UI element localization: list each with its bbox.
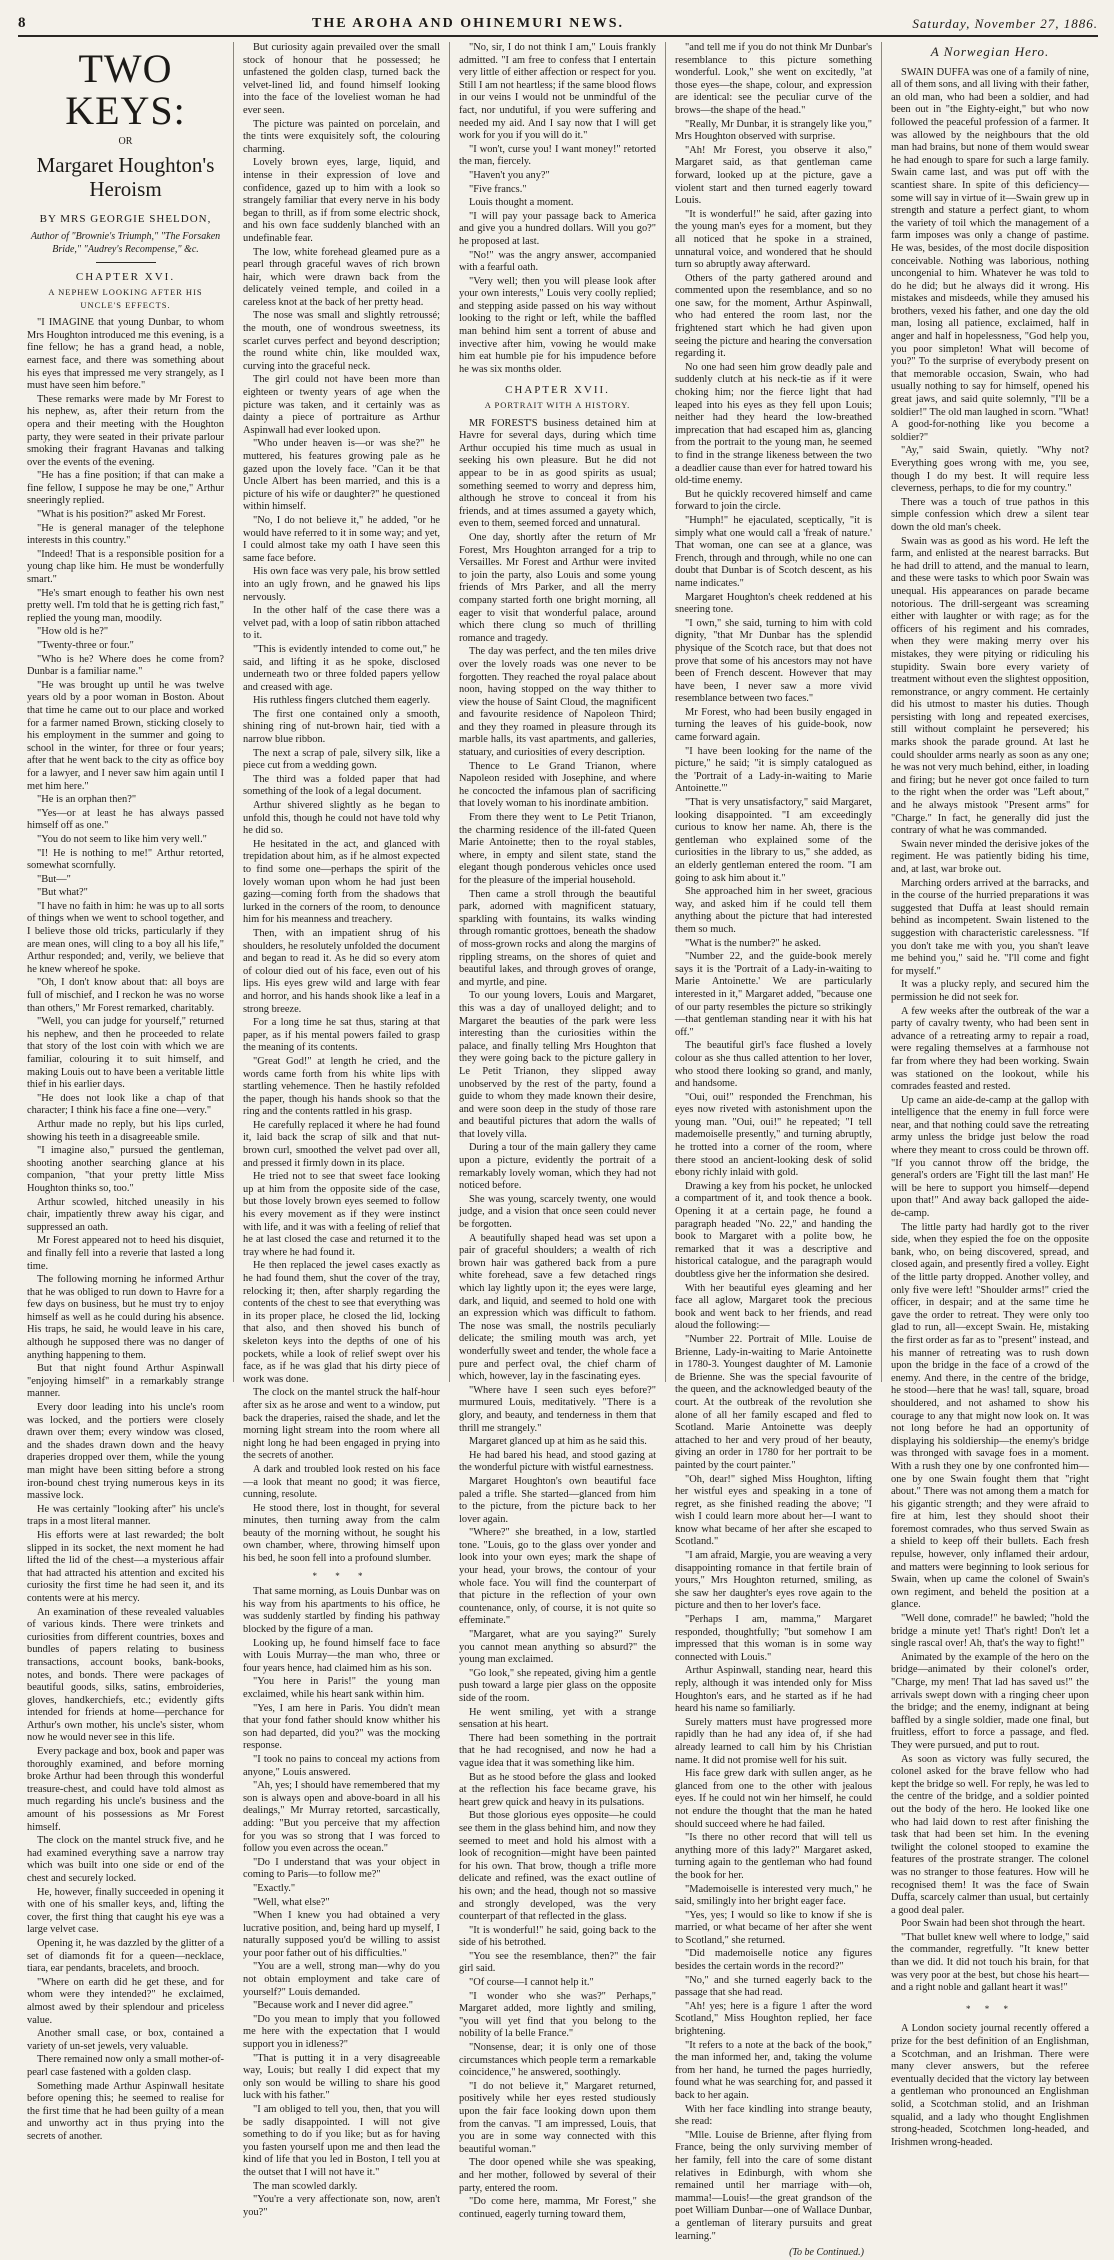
paragraph: "Mademoiselle is interested very much," he said, smilingly into her bright eager face. xyxy=(675,1883,872,1908)
author-note: Author of "Brownie's Triumph," "The Forsaken Bride," "Audrey's Recompense," &c. xyxy=(30,231,221,255)
column-2 xyxy=(234,42,450,2218)
paragraph: "It refers to a note at the back of the book," the man informed her, and, taking the volume from her hand, he turned the pages hurriedly, found what he was searching for, and passed it back to her again. xyxy=(675,2039,872,2101)
serial-author: BY MRS GEORGIE SHELDON, xyxy=(39,212,212,225)
paragraph: With her face kindling into strange beauty, she read: xyxy=(675,2103,872,2128)
paragraph: One day, shortly after the return of Mr Forest, Mrs Houghton arranged for a trip to Versailles. Mr Forest and Arthur were invited to join the party, also Louis and some young friends of Mrs Parker, and all the merry company started forth one bright morning, all eager to visit that wonderful palace, around which there clung so much of thrilling romance and tragedy. xyxy=(459,531,656,644)
paragraph: The day was perfect, and the ten miles drive over the lovely roads was one never to be forgotten. They reached the royal palace about noon, having stopped on the way thither to view the house of Saint Cloud, the magnificent and favourite residence of Napoleon Third; and they they roamed in pleasure through its marble halls, its vast apartments, and galleries, statuary, and curiosities of every description. xyxy=(459,646,656,759)
paragraph: A London society journal recently offered a prize for the best definition of an Englishman, a Scotchman, and an Irishman. There were many clever answers, but the referee eventually decided that the victory lay between a gentleman who pronounced an Englishman solid, a Scotchman stolid, and an Irishman squalid, and a lady who thought Englishmen strong-headed, Scotchmen long-headed, and Irishmen wrong-headed. xyxy=(891,2023,1089,2148)
paragraph: "No," and she turned eagerly back to the passage that she had read. xyxy=(675,1974,872,1999)
paragraph: "I IMAGINE that young Dunbar, to whom Mrs Houghton introduced me this evening, is a fine fellow; he has a grand head, a noble, earnest face, and there was something about his eyes that impressed me very strangely, as I must have seen him before." xyxy=(27,317,224,392)
paragraph: Margaret Houghton's own beautiful face paled a trifle. She started—glanced from him to the picture, from the picture back to her lover again. xyxy=(459,1475,656,1525)
paragraph: Then, with an impatient shrug of his shoulders, he resolutely unfolded the document and began to read it. As he did so every atom of colour died out of his face, even out of his lips. His eyes grew wild and large with fear and horror, and his hands shook like a leaf in a strong breeze. xyxy=(243,927,440,1015)
paragraph: "Did mademoiselle notice any figures besides the certain words in the record?" xyxy=(675,1948,872,1973)
paragraph: "Twenty-three or four." xyxy=(37,640,134,651)
paragraph: "Haven't you any?" xyxy=(469,169,550,181)
paragraph: "Well, what else?" xyxy=(253,1896,330,1908)
paragraph: He carefully replaced it where he had found it, laid back the scrap of silk and that nut-brown curl, smoothed the velvet pad over all, and pressed it firmly down in its place. xyxy=(243,1119,440,1169)
paragraph: "That is putting it in a very disagreeable way, Louis; but really I did expect that my only son would be willing to share his good luck with his father." xyxy=(243,2052,440,2102)
paragraph: Surely matters must have progressed more rapidly than he had any idea of, if she had already learned to call him by his Christian name. It did not promise well for his suit. xyxy=(675,1716,872,1766)
paragraph: "That is very unsatisfactory," said Margaret, looking disappointed. "I am exceedingly curious to know her name. Ah, there is the gentleman who explained some of the curiosities in the library to us," she added, as an elderly gentleman entered the room. "I am going to ask him about it." xyxy=(675,797,872,884)
paragraph: The third was a folded paper that had something of the look of a legal document. xyxy=(243,773,440,798)
paragraph: The man scowled darkly. xyxy=(253,2180,358,2192)
paragraph: The picture was painted on porcelain, and the tints were exquisitely soft, the colouring charming. xyxy=(243,118,440,155)
column-5 xyxy=(882,42,1098,2148)
column-3 xyxy=(450,42,666,2220)
paragraph: "I have been looking for the name of the picture," he said; "it is simply catalogued as the 'Portrait of a Lady-in-waiting to Marie Antoinette.'" xyxy=(675,745,872,795)
paragraph: "I wonder who she was?" Perhaps," Margaret added, more lightly and smiling, "you will yet find that you belong to the nobility of la belle France." xyxy=(459,1990,656,2040)
paragraph: It was a plucky reply, and secured him the permission he did not seek for. xyxy=(891,979,1089,1003)
paragraph: The next a scrap of pale, silvery silk, like a piece cut from a wedding gown. xyxy=(243,747,440,772)
paragraph: "Yes, I am here in Paris. You didn't mean that your fond father should know whither his son had departed, did you?" was the mocking response. xyxy=(243,1702,440,1752)
divider xyxy=(96,262,156,263)
paragraph: "Nonsense, dear; it is only one of those circumstances which people term a remarkable coincidence," he answered, soothingly. xyxy=(459,2042,656,2079)
paragraph: "Yes, yes; I would so like to know if she is married, or what became of her after she went to Scotland," she returned. xyxy=(675,1909,872,1946)
paragraph: The low, white forehead gleamed pure as a pearl through graceful waves of rich brown hair, which were drawn back from the delicately veined temple, and coiled in a careless knot at the back of her pretty head. xyxy=(243,246,440,308)
paragraph: He was certainly "looking after" his uncle's traps in a most literal manner. xyxy=(27,1503,224,1528)
paragraph: Thence to Le Grand Trianon, where Napoleon resided with Josephine, and where he concocted the infamous plan of sacrificing that lovely woman to his inordinate ambition. xyxy=(459,760,656,810)
paragraph: Arthur scowled, hitched uneasily in his chair, impatiently threw away his cigar, and suppressed an oath. xyxy=(27,1196,224,1233)
paragraph: Arthur shivered slightly as he began to unfold this, though he could not have told why he did so. xyxy=(243,800,440,837)
paragraph: "Five francs." xyxy=(469,183,527,195)
paragraph: "I took no pains to conceal my actions from anyone," Louis answered. xyxy=(243,1753,440,1778)
paragraph: "Number 22, and the guide-book merely says it is the 'Portrait of a Lady-in-waiting to Marie Antoinette.' We are particularly interested in it," Margaret added, "because one of our party resembles the picture so strikingly—that gentleman standing near it with his hat off." xyxy=(675,951,872,1038)
paragraph: "This is evidently intended to come out," he said, and lifting it as he spoke, disclosed underneath two or three folded papers yellow and creased with age. xyxy=(243,643,440,693)
paragraph: The beautiful girl's face flushed a lovely colour as she thus called attention to her lover, who stood there looking so grand, and manly, and handsome. xyxy=(675,1040,872,1090)
paragraph: The door opened while she was speaking, and her mother, followed by several of their party, entered the room. xyxy=(459,2157,656,2194)
paragraph: Mr Forest appeared not to heed his disquiet, and finally fell into a reverie that lasted a long time. xyxy=(27,1235,224,1272)
paragraph: MR FOREST'S business detained him at Havre for several days, during which time Arthur occupied his time much as usual in seeking his own pleasure. But he did not appear to be in as good spirits as usual; something seemed to worry and depress him, although he strove to conceal it from his friends, and at times assumed a gayety which, even to them, seemed forced and unnatural. xyxy=(459,417,656,530)
paragraph: "Is there no other record that will tell us anything more of this lady?" Margaret asked, turning again to the gentleman who had found the book for her. xyxy=(675,1832,872,1881)
chapter-heading: CHAPTER XVI. xyxy=(75,271,176,284)
paragraph: The following morning he informed Arthur that he was obliged to run down to Havre for a few days on business, but he must try to enjoy himself as well as he could during his absence. His traps, he said, he would leave in his care, although he supposed there was no danger of anything happening to them. xyxy=(27,1274,224,1361)
paragraph: Every door leading into his uncle's room was locked, and the portiers were closely drawn over them; every window was closed, and the shades drawn down and the heavy draperies dropped over them, while the young man might have been sitting before a strong iron-bound chest trying numerous keys in its massive lock. xyxy=(27,1402,224,1502)
paragraph: "How old is he?" xyxy=(37,626,109,638)
serial-subtitle: Margaret Houghton's Heroism xyxy=(36,152,215,201)
paragraph: "I won't, curse you! I want money!" retorted the man, fiercely. xyxy=(459,143,656,168)
paragraph: "Where have I seen such eyes before?" murmured Louis, meditatively. "There is a glory, and beauty, and tenderness in them that thrill me strangely." xyxy=(459,1384,656,1434)
paragraph: "Great God!" at length he cried, and the words came forth from his white lips with startling vehemence. Then he hastily refolded the paper, though his hands shook so that the ring and the contents rattled in his grasp. xyxy=(243,1055,440,1118)
paragraph: The clock on the mantel struck five, and he had examined everything save a narrow tray which was built into one side or end of the chest and securely locked. xyxy=(27,1835,224,1884)
paragraph: "Of course—I cannot help it." xyxy=(469,1977,594,1989)
paragraph: "Because work and I never did agree." xyxy=(253,2000,413,2012)
paragraph: For a long time he sat thus, staring at that paper, as if his mental powers failed to grasp the meaning of its contents. xyxy=(243,1017,440,1054)
paragraph: A few weeks after the outbreak of the war a party of cavalry twenty, who had been sent in advance of a retreating army to repair a road, were regaling themselves at a farmhouse not far from where they had been working. Swain was stationed on the lookout, while his comrades feasted and rested. xyxy=(891,1005,1089,1093)
paragraph: "Ah! Mr Forest, you observe it also," Margaret said, as that gentleman came forward, looked up at the picture, gave a violent start and then turned eagerly toward Louis. xyxy=(675,144,872,207)
paragraph: "But—" xyxy=(37,873,71,885)
paragraph: The first one contained only a smooth, shining ring of nut-brown hair, tied with a narrow blue ribbon. xyxy=(243,708,440,746)
paragraph: "Oui, oui!" responded the Frenchman, his eyes now riveted with astonishment upon the young man. "Oui, oui!" he repeated; "I tell mademoiselle presently," and turning abruptly, he trotted into a corner of the room, where there stood an ancient-looking desk of solid ebony richly inlaid with gold. xyxy=(675,1091,872,1179)
paragraph: That same morning, as Louis Dunbar was on his way from his apartments to his office, he was suddenly startled by finding his pathway blocked by the figure of a man. xyxy=(243,1586,440,1636)
paragraph: "Go look," she repeated, giving him a gentle push toward a large pier glass on the opposite side of the room. xyxy=(459,1667,656,1704)
paragraph: "I do not believe it," Margaret returned, positively while her eyes rested studiously upon the fair face looking down upon them from the canvas. "I am impressed, Louis, that you are in some way connected with this beautiful woman." xyxy=(459,2080,656,2155)
paragraph: "You're a very affectionate son, now, aren't you?" xyxy=(243,2194,440,2218)
paragraph: "I imagine also," pursued the gentleman, shooting another searching glance at his companion, "that your pretty little Miss Houghton thinks so, too." xyxy=(27,1145,224,1194)
paragraph: "You see the resemblance, then?" the fair girl said. xyxy=(459,1950,656,1975)
paragraph: An examination of these revealed valuables of various kinds. There were trinkets and curiosities from different countries, boxes and bundles of papers relating to business transactions, account books, bank-books, notes, and bonds. There were packages of beautiful goods, silks, satins, embroideries, gloves, handkerchiefs, etc.; evidently gifts intended for friends at home—perchance for Arthur's own mother, his uncle's sister, whom now he would never see in this life. xyxy=(27,1606,224,1744)
paragraph: "What is his position?" asked Mr Forest. xyxy=(37,509,206,521)
paragraph: But those glorious eyes opposite—he could see them in the glass behind him, and now they seemed to meet and hold his almost with a look of recognition—might have been painted for his own. That brow, though a trifle more delicate and refined, was the exact outline of his own; and the head, though not so massive and strongly developed, was the very counterpart of that reflected in the glass. xyxy=(459,1810,656,1923)
masthead xyxy=(18,8,1098,37)
paragraph: "He's smart enough to feather his own nest pretty well. I'm told that he is getting rich fast," replied the young man, moodily. xyxy=(27,587,224,624)
chapter-subtitle: A NEPHEW LOOKING AFTER HIS UNCLE'S EFFECTS. xyxy=(48,286,203,310)
paragraph: Margaret glanced up at him as he said this. xyxy=(469,1436,647,1448)
serial-title: TWO KEYS: xyxy=(65,46,186,133)
paragraph: "I have no faith in him: he was up to all sorts of things when we went to school together, and I believe those old tricks, particularly if they are mean ones, will cling to a boy all his life," Arthur responded; and, verily, we believe that he knew whereof he spoke. xyxy=(27,900,224,975)
paragraph: Something made Arthur Aspinwall hesitate before opening this; he seemed to realise for the first time that he had been guilty of a mean and unworthy act in thus prying into the secrets of another. xyxy=(27,2080,224,2142)
column-4-body xyxy=(675,42,872,2243)
paragraph: In the other half of the case there was a velvet pad, with a loop of satin ribbon attached to it. xyxy=(243,605,440,642)
paragraph: Marching orders arrived at the barracks, and in the course of the hurried preparations it was suggested that Duffa at least should remain behind as incompetent. Swain listened to the suggestion with characteristic carelessness. "If you don't take me with you, you shan't leave me behind you," said he. "I'll come and fight for myself." xyxy=(891,877,1089,977)
paragraph: "Yes—or at least he has always passed himself off as one." xyxy=(27,807,224,832)
paragraph: But curiosity again prevailed over the small stock of honour that he possessed; he unfastened the golden clasp, turned back the velvet-lined lid, and found himself looking into the face of the loveliest woman he had ever seen. xyxy=(243,42,440,116)
paragraph: But that night found Arthur Aspinwall "enjoying himself" in a remarkably strange manner. xyxy=(27,1363,224,1400)
paragraph: With her beautiful eyes gleaming and her face all aglow, Margaret took the precious book and went back to her friends, and read aloud the following:— xyxy=(675,1282,872,1332)
paragraph: Arthur Aspinwall, standing near, heard this reply, although it was intended only for Miss Houghton's ears, and he started as if he had heard his name so familiarly. xyxy=(675,1665,872,1715)
paragraph: "He is an orphan then?" xyxy=(37,794,137,806)
column-1 xyxy=(18,42,234,2142)
paragraph: His ruthless fingers clutched them eagerly. xyxy=(253,695,431,707)
paragraph: His face grew dark with sullen anger, as he glanced from one to the other with jealous eyes. If he could not win her himself, he could not endure the thought that the man he hated should succeed where he had failed. xyxy=(675,1768,872,1830)
paragraph: "I am obliged to tell you, then, that you will be sadly disappointed. I will not give something to do if you like; but as for having you fasten yourself upon me and then lead the kind of life that you led in Boston, I tell you at the outset that I will not have it." xyxy=(243,2104,440,2178)
article-title: A Norwegian Hero. xyxy=(930,44,1050,59)
ornament-divider: * * * xyxy=(966,2003,1014,2014)
chapter-subtitle: A PORTRAIT WITH A HISTORY. xyxy=(484,400,631,411)
page-number: 8 xyxy=(18,15,27,31)
paragraph: Arthur made no reply, but his lips curled, showing his teeth in a disagreeable smile. xyxy=(27,1118,224,1143)
paragraph: From there they went to Le Petit Trianon, the charming residence of the ill-fated Queen Marie Antoinette; then to the royal stables, where, in empty and silent state, stand the elegant though ponderous vehicles once used for the pleasure of the imperial household. xyxy=(459,812,656,886)
paragraph: "Number 22. Portrait of Mlle. Louise de Brienne, Lady-in-waiting to Marie Antoinette in 1780-3. Youngest daughter of M. Lamonie de Brienne. She was the special favourite of the queen, and the acknowledged beauty of the court. At the outbreak of the revolution she alone of all her family escaped and fled to Scotland. Marie Antoinette was deeply attached to her and very proud of her beauty, giving an order in 1780 for her portrait to be painted by the court painter." xyxy=(675,1333,872,1471)
paragraph: He tried not to see that sweet face looking up at him from the opposite side of the case, but those lovely brown eyes seemed to follow his every movement as if they were instinct with life, and it was with a feeling of relief that he at last closed the case and returned it to the tray where he had found it. xyxy=(243,1171,440,1258)
paragraph: "I will pay your passage back to America and give you a hundred dollars. Will you go?" he proposed at last. xyxy=(459,210,656,247)
paragraph: As soon as victory was fully secured, the colonel asked for the brave fellow who had kept the bridge so well. For reply, he was led to the centre of the bridge, and a soldier pointed out the body of the hero. He looked like one who had laid down to rest after finishing the task that had been set him. In the evening twilight the colonel stooped to examine the features of the prostrate stranger. The colonel was no stranger to those features. How will he recognised them! It was the face of Swain Duffa, scarcely calmer than usual, but certainly a good deal paler. xyxy=(891,1753,1089,1916)
paragraph: "I! He is nothing to me!" Arthur retorted, somewhat scornfully. xyxy=(27,847,224,872)
paragraph: "No, I do not believe it," he added, "or he would have referred to it in some way; and yet, I could almost take my oath I have seen this same face before. xyxy=(243,514,440,564)
paragraph: Poor Swain had been shot through the heart. xyxy=(901,1918,1086,1930)
paragraph: During a tour of the main gallery they came upon a picture, evidently the portrait of a remarkably lovely woman, which they had not noticed before. xyxy=(459,1142,656,1192)
paragraph: "Who under heaven is—or was she?" he muttered, his features growing pale as he gazed upon the lovely face. "Can it be that Uncle Albert has been married, and this is a picture of his wife or daughter?" he questioned within himself. xyxy=(243,438,440,513)
paragraph: The girl could not have been more than eighteen or twenty years of age when the picture was taken, and it certainly was as dainty a piece of portraiture as Arthur Aspinwall had ever looked upon. xyxy=(243,374,440,436)
paragraph: He had bared his head, and stood gazing at the wonderful picture with wistful earnestness. xyxy=(459,1449,656,1474)
paragraph: "Ay," said Swain, quietly. "Why not? Everything goes wrong with me, you see, though I do my best. It will require less cleverness, perhaps, to die for my country." xyxy=(891,445,1089,495)
paragraph: "Where?" she breathed, in a low, startled tone. "Louis, go to the glass over yonder and look into your own eyes; mark the shape of your head, your brows, the contour of your whole face. You will find the counterpart of that picture in the reflection of your own countenance, only, of course, it is not quite so effeminate." xyxy=(459,1527,656,1627)
paragraph: The little party had hardly got to the river side, when they espied the foe on the opposite bank, who, on being discovered, spread, and closed again, and presently fired a volley. Eight of the little party dropped. Another volley, and only five were left! "Shoulder arms!" cried the officer, in despair; and at the same time he gave the order to retreat. They were only too glad to run, all—except Swain. He, mistaking the first order as far as to "present" instead, and his manner of retreating was to rush down upon the bridge in the face of a crowd of the enemy. And there, in the centre of the bridge, he stood—here that he was! tall, square, broad shouldered, and not ashamed to show his courage to any that might now look on. It was not long before he had an opportunity of displaying his soldiership—the enemy's bridge was thronged with savage foes in a moment. With a rush they one by one confronted him—one by one Swain fought them that "right about." There was not among them a match for his gigantic strength; and they were afraid to fire at him, lest they should shoot their foremost comrades, who thus served Swain as a shield to keep off their bullets. Each fresh repulse, however, only inflamed their ardour, and matters were beginning to look serious for Swain, when up came the colonel of Swain's own regiment, and beheld the position at a glance. xyxy=(891,1221,1089,1611)
paragraph: To our young lovers, Louis and Margaret, this was a day of unalloyed delight; and to Margaret the beauties of the park were less interesting than the curiosities within the palace, and finally telling Mrs Houghton that they were going back to the picture gallery in Le Petit Trianon, they slipped away unobserved by the rest of the party, found a guide to whom they made known their desire, and were soon deep in the study of those rare and beautiful pictures that adorn the walls of that lovely villa. xyxy=(459,990,656,1140)
paragraph: "Who is he? Where does he come from? Dunbar is a familiar name." xyxy=(27,653,224,678)
paragraph: "Well, you can judge for yourself," returned his nephew, and then he proceeded to relate that story of the lost coin with which we are familiar, colouring it to suit himself, and making Louis out to have been a veritable little thief in his earlier days. xyxy=(27,1016,224,1091)
column-3-body xyxy=(459,42,656,2221)
paragraph: Louis thought a moment. xyxy=(469,197,574,209)
paragraph: He, however, finally succeeded in opening it with one of his smaller keys, and, lifting the cover, the first thing that caught his eye was a large velvet case. xyxy=(27,1886,224,1936)
paragraph: His own face was very pale, his brow settled into an ugly frown, and he gnawed his lips nervously. xyxy=(243,566,440,603)
paragraph: Animated by the example of the hero on the bridge—animated by their colonel's order, "Charge, my men! That lad has saved us!" the arrivals swept down with a ringing cheer upon the bridge; and the enemy, indignant at being baffled by a single soldier, made one final, but fruitless, effort to force a passage, and fled. They were pursued, and put to rout. xyxy=(891,1651,1089,1751)
paragraph: There was a touch of true pathos in this simple confession which drew a silent tear down the old man's cheek. xyxy=(891,496,1089,533)
paragraph: "That bullet knew well where to lodge," said the commander, regretfully. "It knew better than we did. It did not touch his brain, for that was very poor at the best, but chose his heart—and a right noble and gallant heart it was!" xyxy=(891,1931,1089,1994)
column-1-body xyxy=(27,317,224,2143)
paragraph: Drawing a key from his pocket, he unlocked a compartment of it, and took thence a book. Opening it at a certain page, he found a paragraph headed "No. 22," and handing the book to Margaret with a polite bow, he remarked that it was a descriptive and historical catalogue, and the paragraph would doubtless give her the information she desired. xyxy=(675,1180,872,1280)
paragraph: He stood there, lost in thought, for several minutes, then turning away from the calm beauty of the morning without, he sought his own chamber, where, throwing himself upon his bed, he soon fell into a profound slumber. xyxy=(243,1502,440,1565)
paragraph: "He has a fine position; if that can make a fine fellow, I suppose he may be one," Arthur sneeringly replied. xyxy=(27,470,224,507)
paragraph: The nose was small and slightly retroussé; the mouth, one of wondrous sweetness, its scarlet curves perfect and beyond description; the round white chin, like moulded wax, curving into the graceful neck. xyxy=(243,310,440,372)
paragraph: Swain never minded the derisive jokes of the regiment. He was patiently biding his time, and, at last, war broke out. xyxy=(891,838,1089,875)
paragraph: "and tell me if you do not think Mr Dunbar's resemblance to this picture something wonderful. Look," she went on excitedly, "at those eyes—the shape, colour, and expression are identical: see the peculiar curve of the brows—the shape of the head." xyxy=(675,42,872,116)
paragraph: There had been something in the portrait that he had recognised, and now he had a vague idea that it was something like him. xyxy=(459,1732,656,1769)
paragraph: But as he stood before the glass and looked at the reflection his face became grave, his heart grew quick and heavy in its pulsations. xyxy=(459,1771,656,1808)
paragraph: "Humph!" he ejaculated, sceptically, "it is simply what one would call a 'freak of nature.' That woman, one can see at a glance, was French, through and through, while no one can doubt that Dunbar is of Scotch descent, as his name indicates." xyxy=(675,514,872,589)
paragraph: "It is wonderful!" he said, going back to the side of his betrothed. xyxy=(459,1924,656,1949)
paragraph: "Oh, dear!" sighed Miss Houghton, lifting her wistful eyes and speaking in a tone of regret, as she finished reading the above; "I wish I could learn more about her—I want to know what became of her after she escaped to Scotland." xyxy=(675,1473,872,1548)
paragraph: "When I knew you had obtained a very lucrative position, and, being hard up myself, I naturally supposed you'd be willing to assist your poor father out of his difficulties." xyxy=(243,1910,440,1959)
paragraph: "I own," she said, turning to him with cold dignity, "that Mr Dunbar has the splendid physique of the Scotch race, but that does not prove that some of his ancestors may not have been of French descent. However that may have been, I never saw a more vivid resemblance between two faces." xyxy=(675,617,872,705)
paragraph: Then came a stroll through the beautiful park, adorned with magnificent statuary, sparkling with fountains, its walks winding through romantic grottoes, beneath the shadow of moss-grown rocks and along the margins of rippling streams, on the shores of quiet and beautiful lakes, and through groves of orange, and myrtle, and pine. xyxy=(459,888,656,988)
paragraph: She was young, scarcely twenty, one would judge, and a vision that once seen could never be forgotten. xyxy=(459,1193,656,1231)
paragraph: "You are a well, strong man—why do you not obtain employment and take care of yourself?" Louis demanded. xyxy=(243,1961,440,1998)
paragraph: "Perhaps I am, mamma," Margaret responded, thoughtfully; "but somehow I am impressed that this woman is in some way connected with Louis." xyxy=(675,1614,872,1663)
paragraph: "Very well; then you will please look after your own interests," Louis very coolly replied; and stepping aside passed on his way without looking to the right or left, while the baffled man behind him sent a torrent of abuse and invective after him, vowing he would make him eat humble pie for his impudence before he was six months older. xyxy=(459,275,656,375)
column-2-body xyxy=(243,42,440,2219)
paragraph: But he quickly recovered himself and came forward to join the circle. xyxy=(675,488,872,513)
paragraph: No one had seen him grow deadly pale and suddenly clutch at his neck-tie as if it were choking him; nor the fierce light that had leaped into his eyes as they fell upon Louis; neither had they heard the low-breathed imprecation that had escaped him as, glancing from the portrait to the young man, he seemed to find in the strange likeness between the two a deadlier cause than ever for hatred toward his old-time enemy. xyxy=(675,361,872,487)
paragraph: Up came an aide-de-camp at the gallop with intelligence that the enemy in full force were near, and that nothing could save the retreating army unless the bridge just below the road where they meant to cross could be thrown off. "If you cannot throw off the bridge, the general's orders are 'Fight till the last man!' He will be here to support you himself—depend upon that!" And away back galloped the aide-de-camp. xyxy=(891,1094,1089,1220)
serial-or: OR xyxy=(118,136,133,147)
paragraph: Others of the party gathered around and commented upon the resemblance, and so no one saw, for the moment, Arthur Aspinwall, who had entered the room last, nor the frightened start which he had given upon seeing the picture and hearing the conversation regarding it. xyxy=(675,272,872,360)
paragraph: "You here in Paris!" the young man exclaimed, while his heart sank within him. xyxy=(243,1676,440,1700)
paragraph: Mr Forest, who had been busily engaged in turning the leaves of his guide-book, now came forward again. xyxy=(675,706,872,744)
paragraph: "Ah, yes; I should have remembered that my son is always open and above-board in all his dealings," Mr Murray retorted, sarcastically, adding: "But you perceive that my affection for you was so strong that I was forced to follow you even across the ocean." xyxy=(243,1780,440,1855)
paragraph: He hesitated in the act, and glanced with trepidation about him, as if he almost expected to find some one—perhaps the spirit of the lovely woman upon whom he had just been gazing—coming forth from the shadows that lurked in the corners of the room, to denounce him for his meanness and treachery. xyxy=(243,838,440,926)
paragraph: "Oh, I don't know about that: all boys are full of mischief, and I reckon he was no worse than others," Mr Forest remarked, charitably. xyxy=(27,977,224,1014)
paragraph: "Mlle. Louise de Brienne, after flying from France, being the only surviving member of her family, fell into the care of some distant relatives in Edinburgh, with whom she remained until her marriage with—oh, mamma!—Louis!—the great grandson of the poet William Dunbar—one of Wallace Dunbar, a gentleman of literary pursuits and great learning." xyxy=(675,2129,872,2242)
paragraph: Opening it, he was dazzled by the glitter of a set of diamonds fit for a queen—necklace, tiara, ear pendants, bracelets, and brooch. xyxy=(27,1937,224,1975)
paragraph: A beautifully shaped head was set upon a pair of graceful shoulders; a wealth of rich brown hair was gathered back from a pure white forehead, save a few detached rings which lay lightly upon it; the eyes were large, dark, and liquid, and seemed to hold one with an expression which was difficult to fathom. The nose was small, the nostrils peculiarly delicate; the smiling mouth was arch, yet wonderfully sweet and tender, the whole face a pure and perfect oval, the chief charm of which, however, lay in the fascinating eyes. xyxy=(459,1232,656,1383)
paragraph: "Really, Mr Dunbar, it is strangely like you," Mrs Houghton observed with surprise. xyxy=(675,118,872,143)
paragraph: "It is wonderful!" he said, after gazing into the young man's eyes for a moment, but they all noticed that he spoke in a strained, unnatural voice, and wondered that he should turn so abruptly away afterward. xyxy=(675,208,872,271)
paragraph: She approached him in her sweet, gracious way, and asked him if he could tell them anything about the picture that had interested them so much. xyxy=(675,886,872,935)
paragraph: "I am afraid, Margie, you are weaving a very disappointing romance in that fertile brain of yours," Mrs Houghton returned, smiling, as she saw her daughter's eyes rove again to the picture and then to her lover's face. xyxy=(675,1550,872,1612)
to-be-continued: (To be Continued.) xyxy=(789,2247,864,2259)
chapter-heading: CHAPTER XVII. xyxy=(505,384,610,397)
paragraph: "But what?" xyxy=(37,887,88,899)
paragraph: Every package and box, book and paper was thoroughly examined, and before morning broke Arthur had been through this wonderful treasure-chest, and could have told almost as much regarding his uncle's business and the amount of his possessions as Mr Forest himself. xyxy=(27,1746,224,1833)
paragraph: "Margaret, what are you saying?" Surely you cannot mean anything so absurd?" the young man exclaimed. xyxy=(459,1629,656,1666)
paragraph: "He is general manager of the telephone interests in this country." xyxy=(27,522,224,547)
paper-name: THE AROHA AND OHINEMURI NEWS. xyxy=(312,16,624,31)
paragraph: "He does not look like a chap of that character; I think his face a fine one—very." xyxy=(27,1092,224,1117)
paragraph: "Do you mean to imply that you followed me here with the expectation that I would support you in idleness?" xyxy=(243,2013,440,2051)
paragraph: These remarks were made by Mr Forest to his nephew, as, after their return from the opera and their meeting with the Houghton party, they were seated in their private parlour smoking their fragrant Havanas and talking over the events of the evening. xyxy=(27,393,224,468)
paragraph: "Do I understand that was your object in coming to Paris—to follow me?" xyxy=(243,1856,440,1881)
column-4 xyxy=(666,42,882,2259)
paragraph: The clock on the mantel struck the half-hour after six as he arose and went to a window, put back the draperies, raised the shade, and let the morning light stream into the room where all night long he had been engaged in prying into the secrets of another. xyxy=(243,1387,440,1462)
paragraph: There remained now only a small mother-of-pearl case fastened with a golden clasp. xyxy=(27,2054,224,2078)
column-5-body xyxy=(891,67,1089,2150)
paragraph: SWAIN DUFFA was one of a family of nine, all of them sons, and all living with their father, an old man, who had been a soldier, and had been out in "the Eighty-eight," but who now followed the peaceful profession of a farmer. It was allowed by the neighbours that the old man had brains, but none of them would swear he had enough to spare for such a large family. Swain came last, and was put off with the scantiest share. In spite of this deficiency—some will say in virtue of it—Swain grew up in strength and stature a perfect giant, to whom the variety of toil which the management of a farm imposes was only a change of pastime. He was, besides, of the most docile disposition conceivable. Nothing was laborious, nothing uncongenial to him. Whatever he was told to do he did; but he always did it wrong. His mistakes and misdeeds, while they amused his brothers, vexed his father, and one day the old man, losing all patience, exclaimed, half in anger and half in hopelessness, "God help you, you poor simpleton! What will become of you?" To the surprise of everybody present on that memorable occasion, Swain, who had usually nothing to say for himself, opened his great jaws, and said quite solemnly, "I'll be a soldier!" The old man laughed in scorn. "What! A good-for-nothing like you become a soldier?" xyxy=(891,66,1089,443)
paragraph: "Well done, comrade!" he bawled; "hold the bridge a minute yet! That's right! Don't let a single rascal over! Ah, that's the way to fight!" xyxy=(891,1613,1089,1650)
paragraph: "Do come here, mamma, Mr Forest," she continued, eagerly turning toward them, xyxy=(459,2196,656,2220)
paragraph: A dark and troubled look rested on his face—a look that meant no good; it was fierce, cunning, resolute. xyxy=(243,1463,440,1501)
paragraph: "No!" was the angry answer, accompanied with a fearful oath. xyxy=(459,249,656,274)
paragraph: He went smiling, yet with a strange sensation at his heart. xyxy=(459,1706,656,1731)
paragraph: "Exactly." xyxy=(253,1882,296,1894)
paragraph: "Where on earth did he get these, and for whom were they intended?" he exclaimed, almost awed by their splendour and priceless value. xyxy=(27,1976,224,2026)
paragraph: He then replaced the jewel cases exactly as he had found them, shut the cover of the tray, relocking it; then, after sharply regarding the contents of the chest to see that everything was in its proper place, he closed the lid, locking that also, and then shoved his bunch of skeleton keys into the depths of one of his pockets, while a look of relief swept over his face, as if he was glad that his dirty piece of work was done. xyxy=(243,1260,440,1385)
paragraph: Another small case, or box, contained a variety of un-set jewels, very valuable. xyxy=(27,2028,224,2052)
paragraph: "What is the number?" he asked. xyxy=(685,937,822,949)
paragraph: "You do not seem to like him very well." xyxy=(37,833,207,845)
issue-date: Saturday, November 27, 1886. xyxy=(912,16,1098,31)
paragraph: "No, sir, I do not think I am," Louis frankly admitted. "I am free to confess that I entertain very little of either affection or respect for you. Still I am not heartless; if the same blood flows in our veins I would not be unmindful of the fact, nor undutiful, if you were suffering and needed my aid. And I say now that I will get work for you if you will do it." xyxy=(459,42,656,142)
paragraph: Margaret Houghton's cheek reddened at his sneering tone. xyxy=(675,591,872,616)
paragraph: Looking up, he found himself face to face with Louis Murray—the man who, three or four years hence, had claimed him as his son. xyxy=(243,1637,440,1674)
paragraph: His efforts were at last rewarded; the bolt slipped in its socket, the next moment he had lifted the lid of the chest—a mysterious affair that had attracted his attention and excited his curiosity the first time he had seen it, and its contents were at his mercy. xyxy=(27,1529,224,1604)
paragraph: Lovely brown eyes, large, liquid, and intense in their expression of love and confidence, gazed up to him with a look so strangely familiar that every nerve in his body began to thrill, as if from some electric shock, and his own face suddenly blanched with an undefinable fear. xyxy=(243,157,440,244)
paragraph: "He was brought up until he was twelve years old by a poor woman in Boston. About that time he came out to our place and worked for a farmer named Brown, sticking closely to his employment in the summer and going to school in the winter, for three or four years; after that he went back to the city as office boy for a lawyer, and I never saw him again until I met him here." xyxy=(27,679,224,792)
paragraph: Swain was as good as his word. He left the farm, and enlisted at the nearest barracks. But he had drill to attend, and the manual to learn, and these were tasks to which poor Swain was unequal. His appearances on parade became notorious. The drill-sergeant was screaming either with laughter or with rage; as for the officers of his regiment and his comrades, when they were making merry over his mistakes, they were pitying or ridiculing his stupidity. Swain bore every variety of treatment without even the slightest opposition, remonstrance, or angry comment. He certainly did his utmost to master his duties. Though persisting with long and repeated exercises, still without complaint he persevered; his marks shook the parade ground. At last he could shoulder arms nearly as soon as any one; he was not very much behind, either, in loading and firing; but he never got once failed to turn to the right when the order was "Left about," and he always mistook "Present arms" for "Charge." In fact, he generally did just the contrary of what he was commanded. xyxy=(891,535,1089,837)
paragraph: "Ah! yes; here is a figure 1 after the word Scotland," Miss Houghton replied, her face brightening. xyxy=(675,2000,872,2038)
newspaper-columns xyxy=(18,42,1098,2259)
section-break: * * * xyxy=(312,1570,371,1581)
paragraph: "Indeed! That is a responsible position for a young chap like him. He must be wonderfully smart." xyxy=(27,548,224,586)
